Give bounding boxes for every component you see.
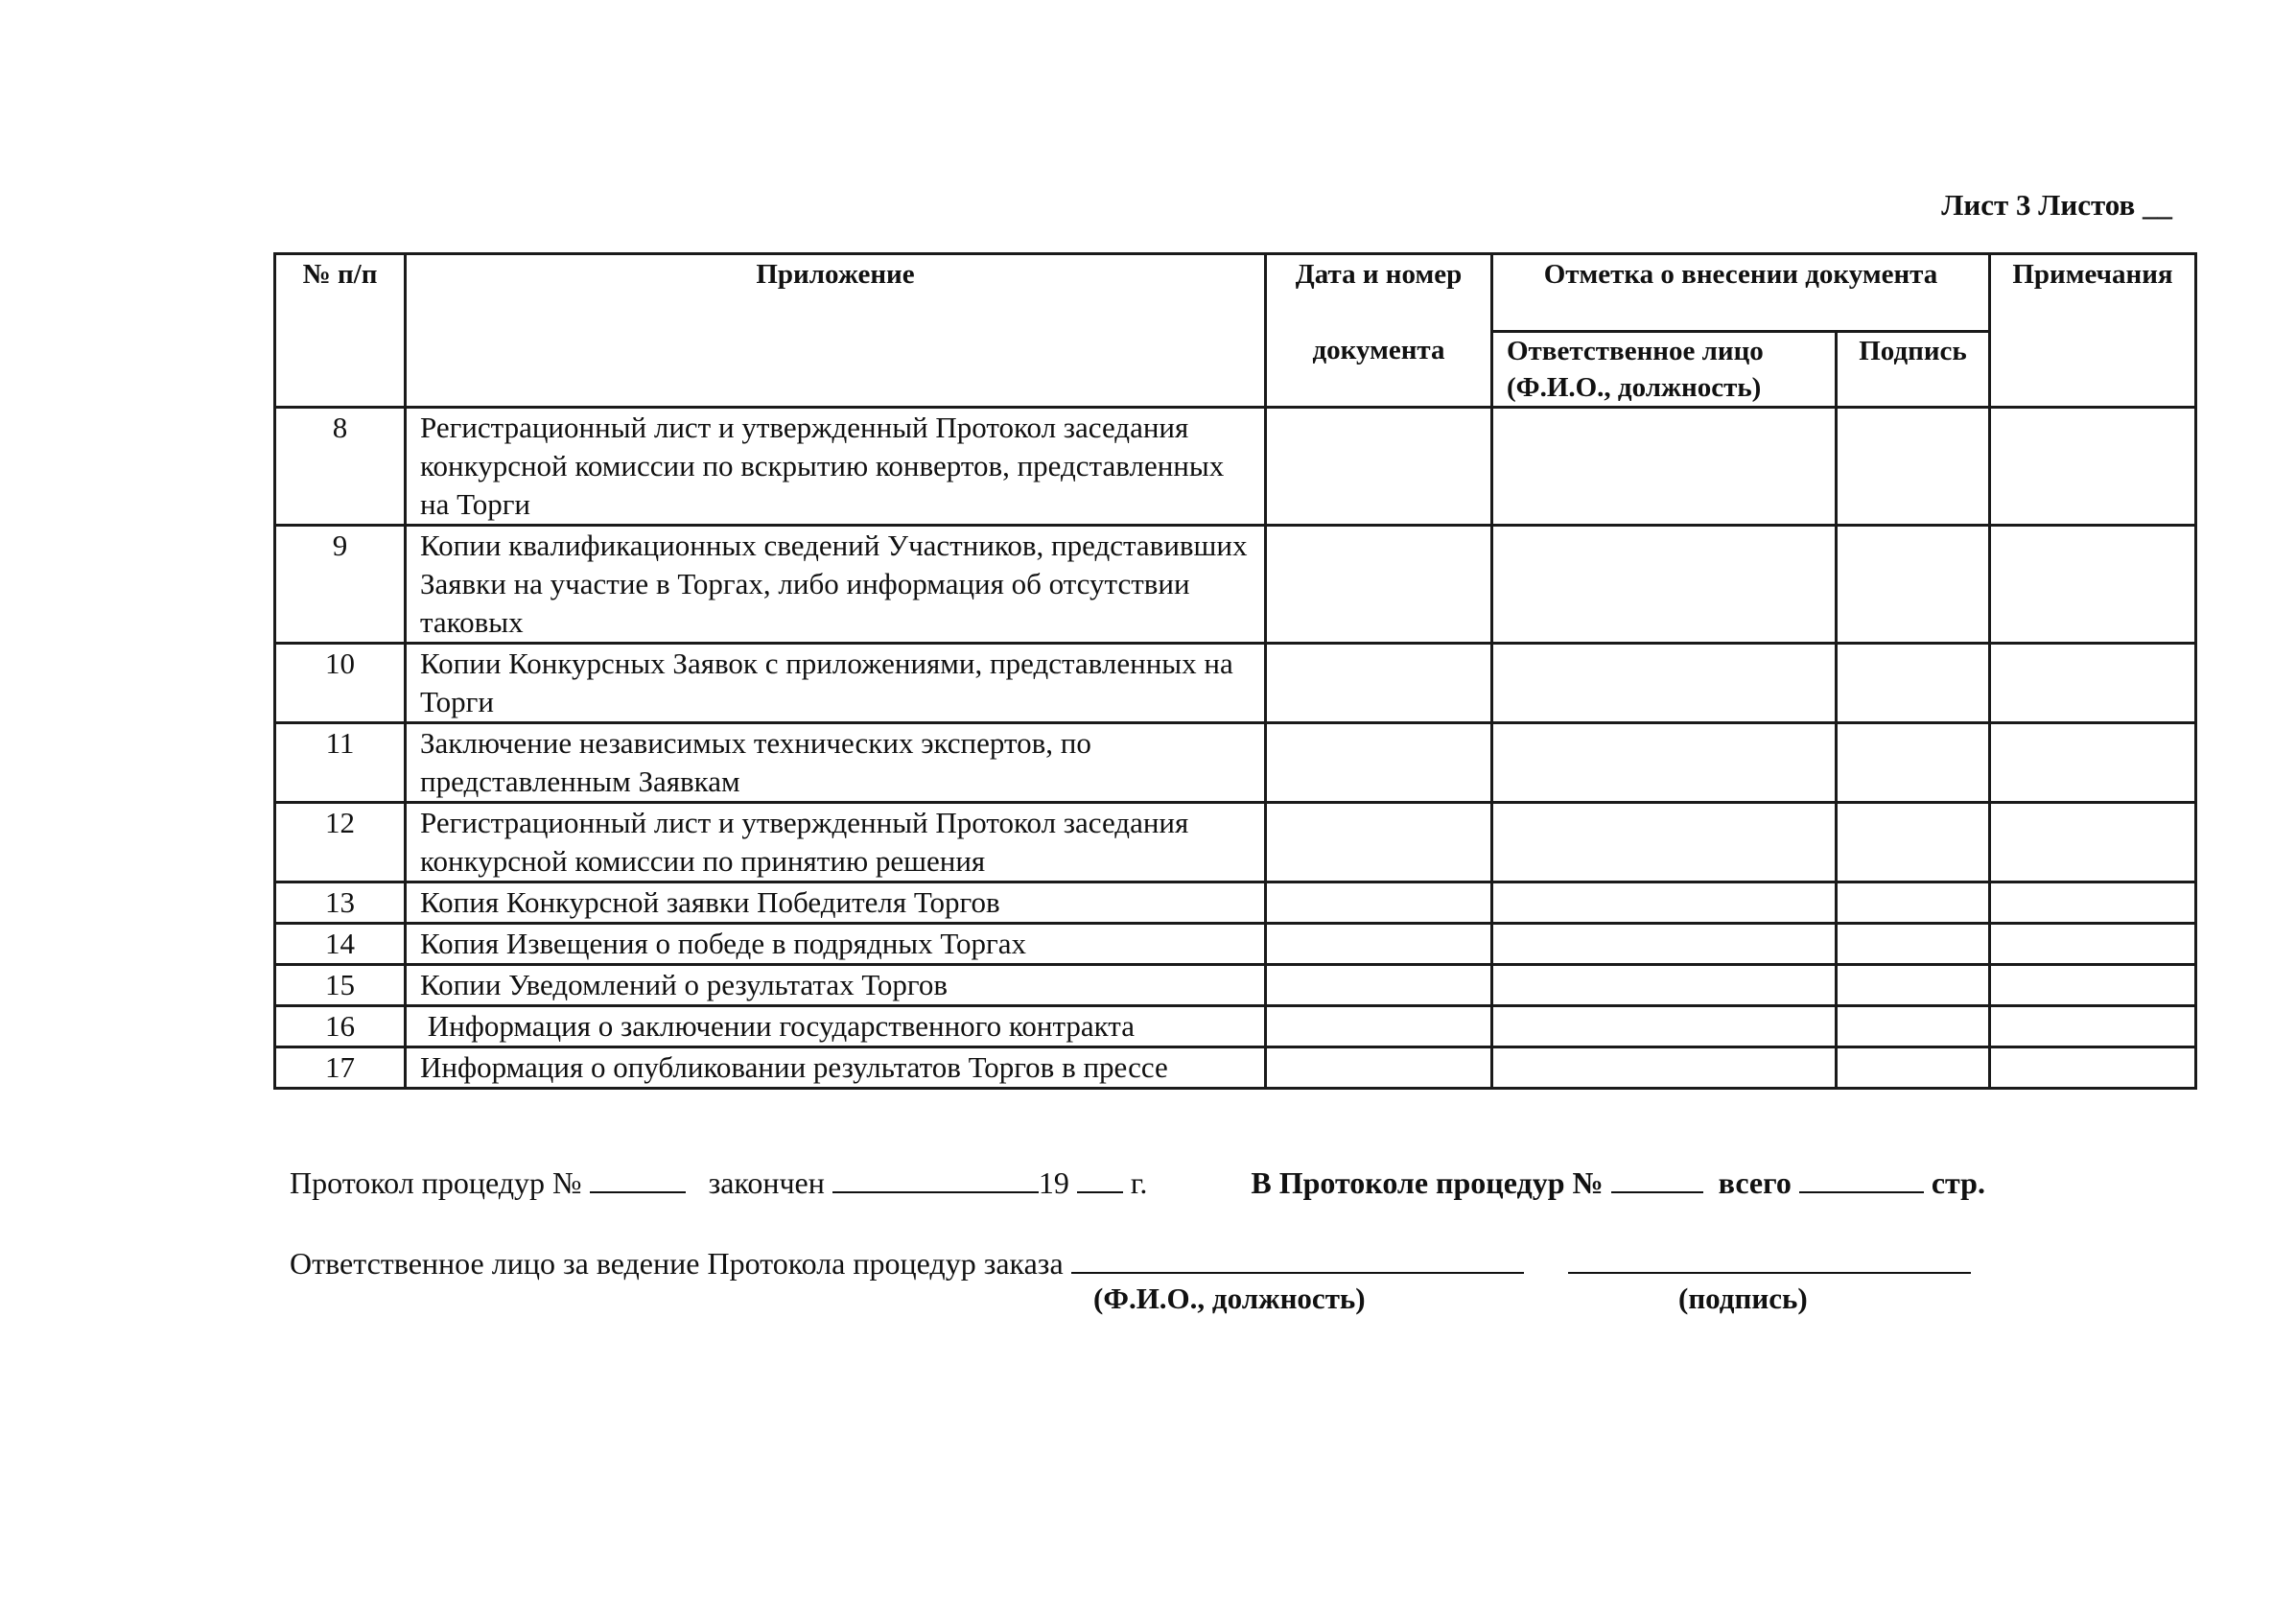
row-number: 15	[275, 965, 406, 1006]
row-number: 10	[275, 644, 406, 723]
date-cell	[1266, 723, 1492, 803]
table-row	[275, 1047, 2196, 1089]
header-num: № п/п	[275, 254, 406, 408]
signature-cell	[1837, 723, 1990, 803]
notes-cell	[1990, 723, 2196, 803]
date-cell	[1266, 924, 1492, 965]
table-row	[275, 408, 2196, 526]
total-label: всего	[1718, 1165, 1792, 1200]
row-attachment: Информация о заключении государственного контракта	[406, 1006, 1266, 1047]
header-signature: Подпись	[1837, 332, 1990, 408]
year-suffix: г.	[1130, 1165, 1148, 1200]
responsible-cell	[1492, 723, 1837, 803]
header-responsible: Ответственное лицо (Ф.И.О., должность)	[1492, 332, 1837, 408]
date-cell	[1266, 408, 1492, 526]
responsible-cell	[1492, 924, 1837, 965]
responsible-cell	[1492, 1006, 1837, 1047]
year-blank	[1077, 1163, 1123, 1193]
pages-label: стр.	[1931, 1165, 1985, 1200]
header-date-bottom: документа	[1266, 332, 1492, 408]
header-mark: Отметка о внесении документа	[1492, 254, 1990, 332]
row-number: 8	[275, 408, 406, 526]
notes-cell	[1990, 526, 2196, 644]
table-row	[275, 965, 2196, 1006]
in-protocol-number-blank	[1611, 1163, 1703, 1193]
signature-cell	[1837, 644, 1990, 723]
notes-cell	[1990, 644, 2196, 723]
responsible-person-label: Ответственное лицо за ведение Протокола процедур заказа	[290, 1246, 1064, 1281]
row-number: 14	[275, 924, 406, 965]
table-row	[275, 723, 2196, 803]
row-attachment: Копии Конкурсных Заявок с приложениями, представленных на Торги	[406, 644, 1266, 723]
signature-caption: (подпись)	[1678, 1282, 1808, 1315]
row-attachment: Регистрационный лист и утвержденный Протокол заседания конкурсной комиссии по вскрытию конвертов, представленных на Торги	[406, 408, 1266, 526]
row-number: 16	[275, 1006, 406, 1047]
date-cell	[1266, 1006, 1492, 1047]
table-row	[275, 1006, 2196, 1047]
notes-cell	[1990, 1006, 2196, 1047]
responsible-cell	[1492, 1047, 1837, 1089]
signature-cell	[1837, 965, 1990, 1006]
signature-cell	[1837, 526, 1990, 644]
responsible-cell	[1492, 803, 1837, 882]
table-row	[275, 803, 2196, 882]
protocol-completion-line	[290, 1163, 1985, 1201]
fio-blank	[1071, 1243, 1524, 1274]
total-pages-blank	[1799, 1163, 1924, 1193]
in-protocol-label: В Протоколе процедур №	[1251, 1165, 1604, 1200]
date-cell	[1266, 803, 1492, 882]
row-number: 9	[275, 526, 406, 644]
signature-cell	[1837, 1047, 1990, 1089]
signature-cell	[1837, 924, 1990, 965]
row-number: 13	[275, 882, 406, 924]
date-cell	[1266, 965, 1492, 1006]
notes-cell	[1990, 408, 2196, 526]
protocol-number-blank	[590, 1163, 686, 1193]
row-number: 11	[275, 723, 406, 803]
date-cell	[1266, 644, 1492, 723]
signature-cell	[1837, 803, 1990, 882]
signature-cell	[1837, 1006, 1990, 1047]
year-prefix: 19	[1038, 1165, 1069, 1200]
row-number: 17	[275, 1047, 406, 1089]
notes-cell	[1990, 924, 2196, 965]
responsible-person-line	[290, 1243, 1971, 1282]
responsible-cell	[1492, 526, 1837, 644]
table-row	[275, 924, 2196, 965]
signature-cell	[1837, 408, 1990, 526]
header-date-top: Дата и номер	[1266, 254, 1492, 332]
responsible-cell	[1492, 882, 1837, 924]
row-attachment: Копия Конкурсной заявки Победителя Торгов	[406, 882, 1266, 924]
responsible-cell	[1492, 644, 1837, 723]
notes-cell	[1990, 1047, 2196, 1089]
header-notes: Примечания	[1990, 254, 2196, 408]
notes-cell	[1990, 965, 2196, 1006]
row-attachment: Заключение независимых технических экспертов, по представленным Заявкам	[406, 723, 1266, 803]
sheet-label: Лист 3 Листов __	[1941, 188, 2172, 222]
responsible-cell	[1492, 408, 1837, 526]
row-attachment: Копия Извещения о победе в подрядных Торгах	[406, 924, 1266, 965]
notes-cell	[1990, 803, 2196, 882]
row-number: 12	[275, 803, 406, 882]
date-cell	[1266, 526, 1492, 644]
row-attachment: Копии Уведомлений о результатах Торгов	[406, 965, 1266, 1006]
row-attachment: Информация о опубликовании результатов Торгов в прессе	[406, 1047, 1266, 1089]
protocol-number-label: Протокол процедур №	[290, 1165, 582, 1200]
table-row	[275, 526, 2196, 644]
signature-cell	[1837, 882, 1990, 924]
table-row	[275, 644, 2196, 723]
attachments-table	[273, 252, 2197, 1090]
row-attachment: Копии квалификационных сведений Участников, представивших Заявки на участие в Торгах, либо информация об отсутствии таковых	[406, 526, 1266, 644]
notes-cell	[1990, 882, 2196, 924]
date-cell	[1266, 1047, 1492, 1089]
responsible-cell	[1492, 965, 1837, 1006]
row-attachment: Регистрационный лист и утвержденный Протокол заседания конкурсной комиссии по принятию решения	[406, 803, 1266, 882]
finished-date-blank	[832, 1163, 1039, 1193]
signature-blank	[1568, 1243, 1971, 1274]
table-row	[275, 882, 2196, 924]
finished-label: закончен	[708, 1165, 825, 1200]
date-cell	[1266, 882, 1492, 924]
header-attachment: Приложение	[406, 254, 1266, 408]
fio-caption: (Ф.И.О., должность)	[1093, 1282, 1366, 1315]
